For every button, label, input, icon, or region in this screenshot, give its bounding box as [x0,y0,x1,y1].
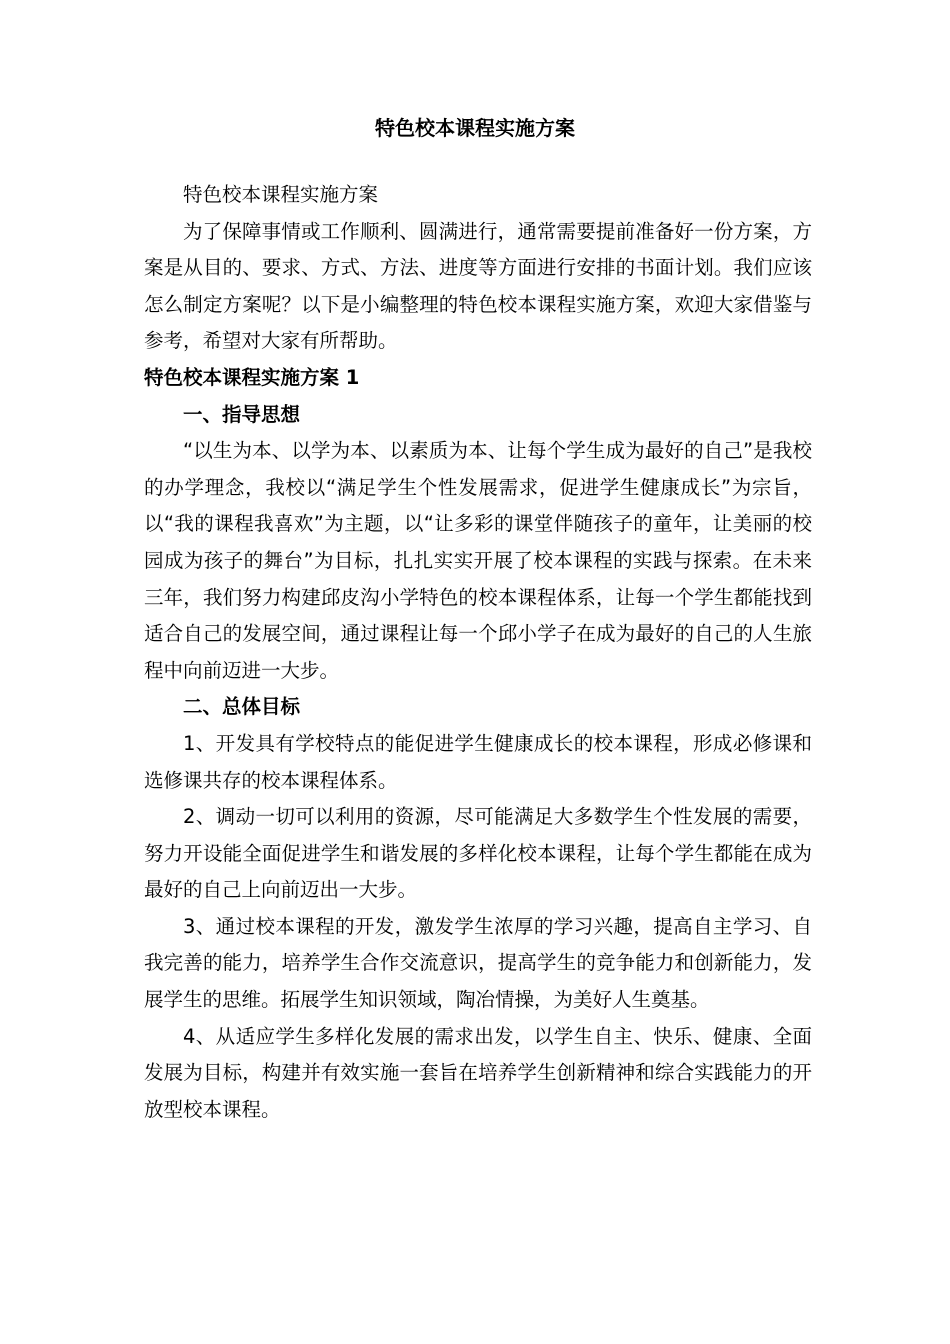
part1-paragraph: “以生为本、以学为本、以素质为本、让每个学生成为最好的自己”是我校的办学理念，我校以“满足学生个性发展需求，促进学生健康成长”为宗旨，以“我的课程我喜欢”为主题，以“让多彩的课堂伴随孩子的童年，让美丽的校园成为孩子的舞台”为目标，扎扎实实开展了校本课程的实践与探索。在未来三年，我们努力构建邱皮沟小学特色的校本课程体系，让每一个学生都能找到适合自己的发展空间，通过课程让每一个邱小学子在成为最好的自己的人生旅程中向前迈进一大步。 [144,439,812,682]
document-title: 特色校本课程实施方案 [375,116,575,140]
goal-paragraph-4: 4、从适应学生多样化发展的需求出发，以学生自主、快乐、健康、全面发展为目标，构建并有效实施一套旨在培养学生创新精神和综合实践能力的开放型校本课程。 [144,1024,812,1121]
document-body [144,177,812,1128]
subtitle-paragraph: 特色校本课程实施方案 [183,183,379,206]
goal-paragraph-2: 2、调动一切可以利用的资源，尽可能满足大多数学生个性发展的需要，努力开设能全面促进学生和谐发展的多样化校本课程，让每个学生都能在成为最好的自己上向前迈出一大步。 [144,805,812,902]
goal-paragraph-1: 1、开发具有学校特点的能促进学生健康成长的校本课程，形成必修课和选修课共存的校本课程体系。 [144,731,812,792]
intro-paragraph: 为了保障事情或工作顺利、圆满进行，通常需要提前准备好一份方案，方案是从目的、要求、方式、方法、进度等方面进行安排的书面计划。我们应该怎么制定方案呢？以下是小编整理的特色校本课程实施方案，欢迎大家借鉴与参考，希望对大家有所帮助。 [144,219,812,353]
goal-paragraph-3: 3、通过校本课程的开发，激发学生浓厚的学习兴趣，提高自主学习、自我完善的能力，培养学生合作交流意识，提高学生的竞争能力和创新能力，发展学生的思维。拓展学生知识领域，陶冶情操，为美好人生奠基。 [144,914,812,1012]
part1-heading: 一、指导思想 [183,402,301,426]
part2-heading: 二、总体目标 [183,695,301,719]
section-heading: 特色校本课程实施方案 1 [144,365,360,389]
